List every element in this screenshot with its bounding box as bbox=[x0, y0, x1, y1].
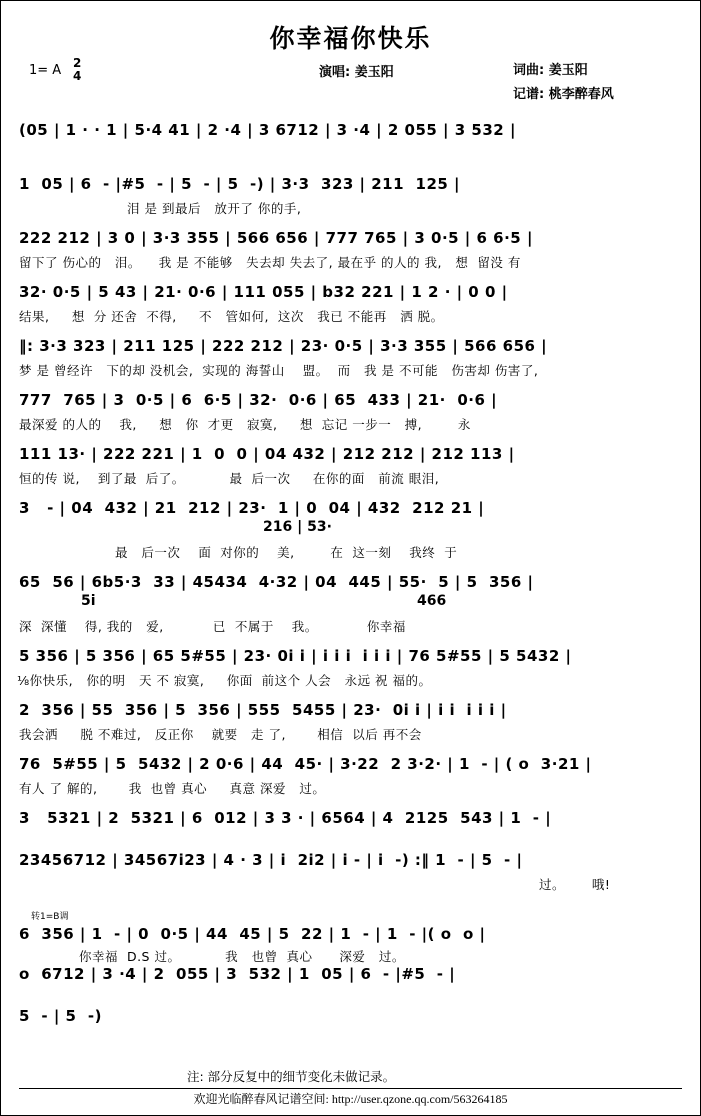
music-line bbox=[19, 961, 682, 1003]
music-line bbox=[19, 697, 682, 751]
staff-area bbox=[19, 117, 682, 1045]
lyric-row: 最深爱 的人的 我, 想 你 才更 寂寞, 想 忘记 一步一 搏, 永 bbox=[19, 417, 471, 432]
note-row: 76 5#55 | 5 5432 | 2 0·6 | 44 45· | 3·22 2 3·2· | 1 - | ( o 3·21 | bbox=[19, 755, 592, 773]
note-row: 6 356 | 1 - | 0 0·5 | 44 45 | 5 22 | 1 - | 1 - |( o o | bbox=[19, 925, 486, 943]
lyric-row: 留下了 伤心的 泪。 我 是 不能够 失去却 失去了, 最在乎 的人的 我, 想 留没 有 bbox=[19, 255, 521, 270]
page-title: 你幸福你快乐 bbox=[269, 24, 432, 53]
lyric-row bbox=[17, 671, 432, 689]
note-row: 3 5321 | 2 5321 | 6 012 | 3 3 · | 6564 | 4 2125 543 | 1 - | bbox=[19, 809, 552, 827]
footer-credit: 欢迎光临醉春风记谱空间: http://user.qzone.qq.com/563264185 bbox=[193, 1092, 508, 1106]
note-row: 5 - | 5 -) bbox=[19, 1007, 102, 1025]
note-row: 2 356 | 55 356 | 5 356 | 555 5455 | 23· 0i i | i i i i i | bbox=[19, 701, 507, 719]
music-line bbox=[19, 805, 682, 847]
lyric-row: 泪 是 到最后 放开了 你的手, bbox=[127, 201, 302, 216]
music-line bbox=[19, 901, 682, 964]
note-row: 1 05 | 6 - |#5 - | 5 - | 5 -) | 3·3 323 | 211 125 | bbox=[19, 175, 461, 193]
music-line bbox=[19, 569, 682, 643]
lyric-row: 过。 哦! bbox=[539, 877, 611, 892]
music-line bbox=[19, 279, 682, 333]
modulation-label: 转1=B调 bbox=[31, 912, 69, 922]
note-row: 65 56 | 6b5·3 33 | 45434 4·32 | 04 445 | 55· 5 | 5 356 | bbox=[19, 573, 534, 591]
music-line bbox=[19, 117, 682, 171]
music-line bbox=[19, 751, 682, 805]
performance-note: 注: 部分反复中的细节变化未做记录。 bbox=[187, 1069, 396, 1084]
note-row: ‖: 3·3 323 | 211 125 | 222 212 | 23· 0·5 | 3·3 355 | 566 656 | bbox=[19, 337, 548, 355]
time-signature bbox=[73, 57, 81, 82]
singer-credit: 演唱: 姜玉阳 bbox=[319, 65, 394, 80]
lyric-row: 深 深懂 得, 我的 爱, 已 不属于 我。 你幸福 bbox=[19, 619, 406, 634]
note-row: 3 - | 04 432 | 21 212 | 23· 1 | 0 04 | 432 212 21 | bbox=[19, 499, 485, 517]
note-row: 777 765 | 3 0·5 | 6 6·5 | 32· 0·6 | 65 433 | 21· 0·6 | bbox=[19, 391, 498, 409]
lyric-text: 你快乐, 你的明 天 不 寂寞, 你面 前这个 人会 永远 祝 福的。 bbox=[29, 673, 432, 688]
note-row: o 6712 | 3 ·4 | 2 055 | 3 532 | 1 05 | 6 - |#5 - | bbox=[19, 965, 456, 983]
music-line bbox=[19, 847, 682, 901]
key-signature: 1= A bbox=[29, 63, 62, 78]
segno-mark: ⅛ bbox=[17, 673, 30, 688]
note-row: 222 212 | 3 0 | 3·3 355 | 566 656 | 777 765 | 3 0·5 | 6 6·5 | bbox=[19, 229, 533, 247]
music-line bbox=[19, 225, 682, 279]
ossia-note-row: 216 | 53· bbox=[263, 519, 332, 535]
lyric-row: 恒的传 说, 到了最 后了。 最 后一次 在你的面 前流 眼泪, bbox=[19, 471, 440, 486]
note-row: 111 13· | 222 221 | 1 0 0 | 04 432 | 212 212 | 212 113 | bbox=[19, 445, 515, 463]
note-row: 23456712 | 34567i23 | 4 · 3 | i 2i2 | i - | i -) :‖ 1 - | 5 - | bbox=[19, 851, 523, 869]
music-line bbox=[19, 1003, 682, 1045]
ossia-note-row: 5i bbox=[81, 593, 96, 609]
credits-block bbox=[1, 55, 700, 117]
lyric-row: 最 后一次 面 对你的 美, 在 这一刻 我终 于 bbox=[115, 545, 458, 560]
lyric-row: 有人 了 解的, 我 也曾 真心 真意 深爱 过。 bbox=[19, 781, 326, 796]
note-row: (05 | 1 · · 1 | 5·4 41 | 2 ·4 | 3 6712 | 3 ·4 | 2 055 | 3 532 | bbox=[19, 121, 516, 139]
music-line bbox=[19, 495, 682, 569]
lyricist-credit: 词曲: 姜玉阳 bbox=[513, 63, 588, 78]
music-line bbox=[19, 441, 682, 495]
note-row: 5 356 | 5 356 | 65 5#55 | 23· 0i i | i i i i i i | 76 5#55 | 5 5432 | bbox=[19, 647, 572, 665]
notator-credit: 记谱: 桃李醉春风 bbox=[513, 87, 614, 102]
music-line bbox=[19, 643, 682, 697]
footer-divider bbox=[19, 1088, 682, 1089]
music-line bbox=[19, 387, 682, 441]
ossia-note-row-2: 466 bbox=[417, 593, 447, 609]
lyric-row: 我会洒 脱 不难过, 反正你 就要 走 了, 相信 以后 再不会 bbox=[19, 727, 422, 742]
music-line bbox=[19, 333, 682, 387]
lyric-row: 梦 是 曾经许 下的却 没机会, 实现的 海誓山 盟。 而 我 是 不可能 伤害却 伤害了, bbox=[19, 363, 539, 378]
lyric-row: 结果, 想 分 还舍 不得, 不 管如何, 这次 我已 不能再 洒 脱。 bbox=[19, 309, 444, 324]
music-line bbox=[19, 171, 682, 225]
time-signature-denominator: 4 bbox=[73, 69, 82, 83]
time-signature-numerator: 2 bbox=[73, 56, 82, 70]
lyric-row: 你幸福 D.S 过。 我 也曾 真心 深爱 过。 bbox=[79, 949, 405, 964]
note-row: 32· 0·5 | 5 43 | 21· 0·6 | 111 055 | b32 221 | 1 2 · | 0 0 | bbox=[19, 283, 508, 301]
